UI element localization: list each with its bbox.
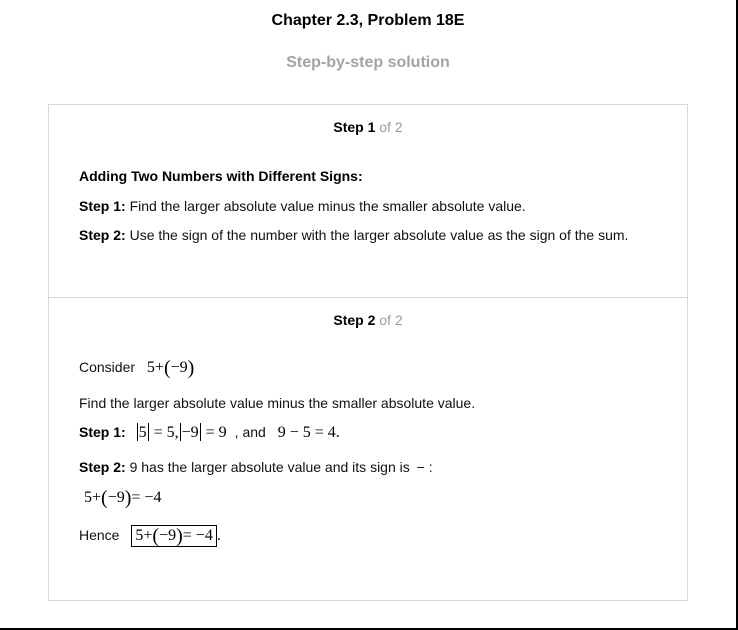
expr-term-b: −9 [170, 359, 188, 376]
hence-line [79, 525, 221, 548]
final-answer [131, 525, 221, 547]
hence-text: Hence [79, 527, 120, 543]
step-2-substep-1 [79, 423, 340, 442]
substep-2-label: Step 2: [79, 459, 126, 475]
step-2-label: Step 2 [333, 312, 376, 328]
consider-text: Consider [79, 359, 136, 375]
result-eq: = −4 [131, 489, 162, 506]
expr-operator: + [154, 359, 164, 376]
difference-expression: 9 − 5 = 4. [277, 424, 340, 441]
consider-expression: 5+(−9) [146, 357, 195, 379]
substep-2-text: 9 has the larger absolute value and its sign is [129, 459, 410, 475]
rule-1-text: Find the larger absolute value minus the smaller absolute value. [129, 198, 526, 214]
abs-b-eq: = 9 [205, 424, 227, 441]
step-2-header [49, 312, 687, 328]
final-answer-box: 5+(−9)= −4 [131, 525, 216, 547]
rule-2-label: Step 2: [79, 227, 126, 243]
step-1-header [49, 119, 687, 135]
final-b: −9 [159, 527, 177, 544]
substep-1-label: Step 1: [79, 424, 126, 440]
step-1-count: of 2 [379, 119, 403, 135]
final-period: . [216, 527, 221, 544]
rule-1-label: Step 1: [79, 198, 126, 214]
step-1-heading [79, 168, 363, 184]
result-b: −9 [107, 489, 125, 506]
solution-card [48, 104, 688, 601]
result-expression: 5+(−9)= −4 [84, 487, 162, 509]
abs-b: −9 [181, 424, 199, 441]
step-2-substep-2 [79, 459, 433, 475]
rule-2-text: Use the sign of the number with the larger absolute value as the sign of the sum. [129, 227, 629, 243]
final-a: 5 [135, 527, 144, 544]
result-op: + [92, 489, 102, 506]
abs-a-eq: = 5, [153, 424, 179, 441]
sign-symbol: − : [416, 459, 433, 475]
abs-a: 5 [138, 424, 147, 441]
step-1-rule-2 [79, 227, 628, 243]
step-2-count: of 2 [379, 312, 403, 328]
result-a: 5 [84, 489, 92, 506]
page-subtitle: Step-by-step solution [286, 54, 450, 71]
page-title: Chapter 2.3, Problem 18E [271, 12, 465, 29]
and-text: , and [234, 424, 266, 440]
step-1-rule-1 [79, 198, 526, 214]
absolute-values [136, 424, 231, 441]
final-op: + [143, 527, 153, 544]
step-divider [49, 297, 687, 298]
consider-line [79, 357, 194, 380]
step-1-label: Step 1 [333, 119, 376, 135]
step-1-heading-text: Adding Two Numbers with Different Signs: [79, 168, 363, 184]
expr-term-a: 5 [146, 359, 155, 376]
find-line: Find the larger absolute value minus the smaller absolute value. [79, 395, 476, 411]
final-eq: = −4 [182, 527, 213, 544]
